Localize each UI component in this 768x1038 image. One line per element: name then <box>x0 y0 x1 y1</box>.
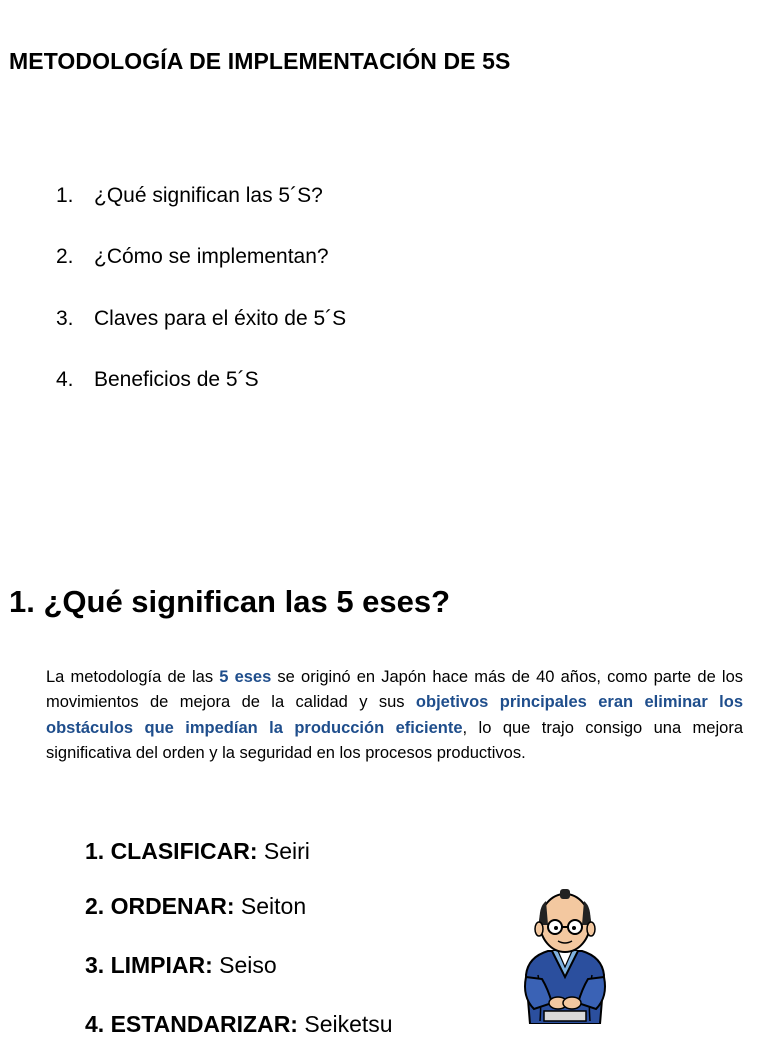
s-item-value: Seiton <box>234 893 307 919</box>
s-item-value: Seiri <box>257 838 310 864</box>
intro-text-3: , lo que trajo consigo una mejora significativa del orden y la seguridad en los procesos productivos. <box>46 718 743 762</box>
japanese-monk-illustration <box>508 885 622 1024</box>
toc-number: 1. <box>56 184 74 207</box>
s-item-label: 4. ESTANDARIZAR: <box>85 1011 298 1037</box>
s-item-ordenar <box>85 893 306 920</box>
s-item-estandarizar <box>85 1011 393 1038</box>
toc-text: Beneficios de 5´S <box>94 368 259 391</box>
toc-item-2 <box>56 245 329 269</box>
toc-text: ¿Cómo se implementan? <box>94 245 329 268</box>
page-title: METODOLOGÍA DE IMPLEMENTACIÓN DE 5S <box>9 48 511 74</box>
toc-number: 2. <box>56 245 74 268</box>
s-item-value: Seiketsu <box>297 1011 393 1037</box>
toc-text: ¿Qué significan las 5´S? <box>94 184 323 207</box>
s-item-limpiar <box>85 952 277 979</box>
intro-text-2: se originó en Japón hace más de 40 años, como parte de los movimientos de mejora de la calidad y sus <box>46 668 743 712</box>
s-item-label: 3. LIMPIAR: <box>85 952 213 978</box>
s-item-label: 1. CLASIFICAR: <box>85 838 258 864</box>
toc-number: 4. <box>56 368 74 391</box>
section-heading: 1. ¿Qué significan las 5 eses? <box>9 584 451 619</box>
toc-item-4 <box>56 368 259 392</box>
toc-item-1 <box>56 184 323 208</box>
intro-text-1: La metodología de las <box>46 668 220 686</box>
s-item-clasificar <box>85 838 310 865</box>
highlight-objectives: objetivos principales eran eliminar los obstáculos que impedían la producción eficiente <box>46 693 743 737</box>
s-item-label: 2. ORDENAR: <box>85 893 235 919</box>
s-item-value: Seiso <box>212 952 277 978</box>
toc-text: Claves para el éxito de 5´S <box>94 307 347 330</box>
intro-paragraph <box>46 665 743 766</box>
highlight-5-eses: 5 eses <box>219 668 272 686</box>
toc-number: 3. <box>56 307 74 330</box>
toc-item-3 <box>56 307 346 331</box>
